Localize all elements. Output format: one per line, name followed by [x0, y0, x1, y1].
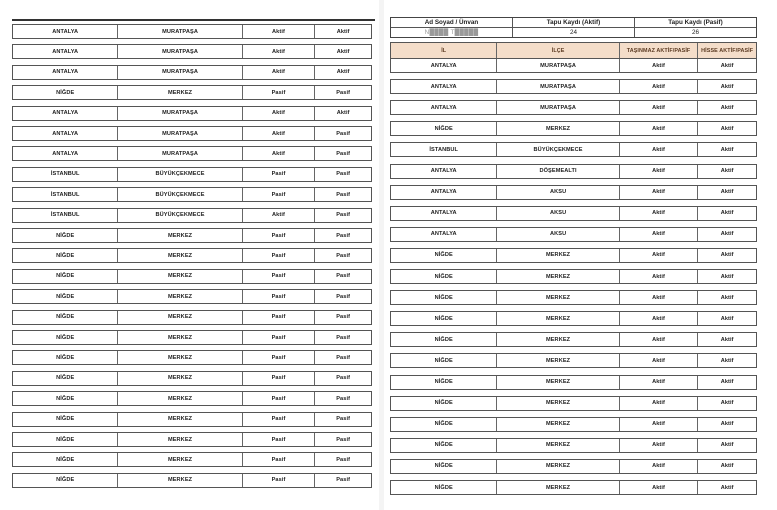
cell-ilce: MERKEZ — [118, 413, 242, 426]
table-row — [12, 146, 372, 161]
cell-il: NİĞDE — [391, 291, 497, 304]
table-row — [12, 473, 372, 488]
table-row — [390, 227, 757, 242]
cell-tasinmaz-status: Aktif — [620, 143, 699, 156]
table-row — [390, 100, 757, 115]
cell-ilce: BÜYÜKÇEKMECE — [118, 168, 242, 181]
cell-hisse-status: Aktif — [720, 189, 734, 196]
cell-tasinmaz-status: Aktif — [620, 101, 699, 114]
cell-hisse-status: Pasif — [336, 89, 351, 96]
cell-hisse-status: Pasif — [336, 395, 351, 402]
cell-ilce: MURATPAŞA — [118, 25, 242, 38]
cell-il: NİĞDE — [13, 331, 118, 344]
cell-il: NİĞDE — [391, 312, 497, 325]
cell-tasinmaz-status: Pasif — [243, 474, 316, 487]
cell-ilce: MERKEZ — [497, 439, 619, 452]
table-row — [12, 85, 372, 100]
cell-il: NİĞDE — [391, 397, 497, 410]
cell-hisse-status: Aktif — [336, 28, 350, 35]
table-row — [390, 269, 757, 284]
cell-hisse-status: Aktif — [720, 168, 734, 174]
cell-tasinmaz-status: Aktif — [620, 354, 699, 367]
cell-il: ANTALYA — [391, 59, 497, 72]
cell-hisse-status: Aktif — [720, 421, 734, 428]
table-row — [390, 438, 757, 453]
cell-tasinmaz-status: Aktif — [243, 209, 316, 222]
table-row — [12, 24, 372, 39]
cell-il: İSTANBUL — [13, 209, 118, 222]
cell-il: ANTALYA — [13, 127, 118, 140]
table-row — [390, 311, 757, 326]
cell-il: NİĞDE — [13, 413, 118, 426]
cell-ilce: MERKEZ — [497, 270, 619, 283]
cell-il: ANTALYA — [391, 186, 497, 199]
cell-ilce: MERKEZ — [118, 331, 242, 344]
cell-ilce: MURATPAŞA — [118, 45, 242, 58]
cell-tasinmaz-status: Aktif — [243, 127, 316, 140]
cell-ilce: MURATPAŞA — [118, 107, 242, 120]
summary-header-passive: Tapu Kaydı (Pasif) — [668, 19, 723, 26]
cell-ilce: MERKEZ — [118, 392, 242, 405]
cell-hisse-status: Aktif — [720, 336, 734, 343]
cell-hisse-status: Aktif — [720, 273, 734, 280]
cell-hisse-status: Aktif — [720, 315, 734, 322]
cell-il: ANTALYA — [13, 107, 118, 120]
table-row — [12, 248, 372, 263]
cell-hisse-status: Aktif — [720, 210, 734, 217]
cell-ilce: MERKEZ — [497, 354, 619, 367]
cell-ilce: BÜYÜKÇEKMECE — [497, 143, 619, 156]
cell-ilce: MERKEZ — [497, 291, 619, 304]
cell-tasinmaz-status: Aktif — [620, 460, 699, 473]
cell-hisse-status: Pasif — [336, 436, 351, 443]
header-hisse: HİSSE AKTİF/PASİF — [701, 47, 754, 54]
table-row — [12, 167, 372, 182]
cell-hisse-status: Aktif — [720, 400, 734, 407]
summary-header-row — [391, 18, 756, 27]
cell-tasinmaz-status: Pasif — [243, 188, 316, 201]
header-ilce: İLÇE — [497, 43, 619, 58]
cell-tasinmaz-status: Aktif — [243, 66, 316, 79]
cell-ilce: MURATPAŞA — [118, 147, 242, 160]
cell-ilce: MERKEZ — [497, 122, 619, 135]
cell-tasinmaz-status: Aktif — [620, 165, 699, 178]
cell-ilce: MERKEZ — [497, 312, 619, 325]
table-row — [390, 290, 757, 305]
summary-owner-name: N████ T█████ — [391, 28, 513, 37]
cell-il: NİĞDE — [13, 351, 118, 364]
table-row — [12, 289, 372, 304]
cell-tasinmaz-status: Aktif — [620, 439, 699, 452]
cell-il: NİĞDE — [13, 249, 118, 262]
cell-hisse-status: Pasif — [336, 252, 351, 259]
cell-ilce: MURATPAŞA — [497, 80, 619, 93]
table-row — [12, 187, 372, 202]
header-il: İL — [391, 43, 497, 58]
table-row — [12, 412, 372, 427]
cell-hisse-status: Aktif — [336, 110, 350, 117]
table-row — [12, 44, 372, 59]
cell-il: NİĞDE — [13, 86, 118, 99]
table-row — [390, 185, 757, 200]
cell-ilce: AKSU — [497, 228, 619, 241]
cell-tasinmaz-status: Aktif — [243, 25, 316, 38]
table-row — [390, 142, 757, 157]
cell-tasinmaz-status: Aktif — [620, 481, 699, 494]
cell-hisse-status: Aktif — [720, 104, 734, 111]
table-header-row — [390, 42, 757, 59]
cell-hisse-status: Aktif — [720, 231, 734, 238]
cell-il: İSTANBUL — [13, 168, 118, 181]
cell-tasinmaz-status: Aktif — [620, 312, 699, 325]
cell-hisse-status: Pasif — [336, 130, 351, 137]
cell-hisse-status: Aktif — [720, 484, 734, 491]
cell-il: NİĞDE — [13, 229, 118, 242]
cell-ilce: MERKEZ — [118, 372, 242, 385]
cell-hisse-status: Pasif — [336, 212, 351, 219]
cell-il: NİĞDE — [13, 311, 118, 324]
table-row — [390, 332, 757, 347]
cell-tasinmaz-status: Aktif — [620, 122, 699, 135]
table-row — [12, 126, 372, 141]
cell-ilce: MURATPAŞA — [497, 101, 619, 114]
cell-il: NİĞDE — [391, 418, 497, 431]
cell-ilce: MERKEZ — [118, 229, 242, 242]
cell-hisse-status: Aktif — [720, 252, 734, 259]
cell-hisse-status: Pasif — [336, 456, 351, 463]
cell-il: NİĞDE — [391, 249, 497, 262]
table-row — [12, 350, 372, 365]
cell-tasinmaz-status: Pasif — [243, 311, 316, 324]
cell-il: ANTALYA — [391, 207, 497, 220]
table-row — [390, 396, 757, 411]
cell-tasinmaz-status: Aktif — [620, 291, 699, 304]
cell-tasinmaz-status: Pasif — [243, 168, 316, 181]
summary-header-name: Ad Soyad / Ünvan — [391, 18, 513, 27]
cell-ilce: MERKEZ — [497, 460, 619, 473]
cell-ilce: MERKEZ — [118, 290, 242, 303]
cell-tasinmaz-status: Aktif — [620, 376, 699, 389]
cell-tasinmaz-status: Pasif — [243, 392, 316, 405]
cell-tasinmaz-status: Pasif — [243, 433, 316, 446]
cell-tasinmaz-status: Pasif — [243, 86, 316, 99]
summary-passive-count: 26 — [691, 29, 699, 36]
cell-il: ANTALYA — [13, 45, 118, 58]
table-row — [390, 79, 757, 94]
cell-tasinmaz-status: Aktif — [243, 107, 316, 120]
cell-ilce: MURATPAŞA — [118, 66, 242, 79]
cell-tasinmaz-status: Pasif — [243, 372, 316, 385]
cell-hisse-status: Pasif — [336, 416, 351, 423]
cell-ilce: AKSU — [497, 207, 619, 220]
cell-ilce: MERKEZ — [118, 270, 242, 283]
cell-il: NİĞDE — [13, 392, 118, 405]
cell-tasinmaz-status: Aktif — [620, 397, 699, 410]
cell-hisse-status: Pasif — [336, 314, 351, 321]
cell-ilce: MERKEZ — [497, 481, 619, 494]
cell-il: NİĞDE — [391, 270, 497, 283]
cell-il: ANTALYA — [391, 80, 497, 93]
cell-il: NİĞDE — [13, 474, 118, 487]
cell-il: ANTALYA — [391, 165, 497, 178]
cell-ilce: DÖŞEMEALTI — [497, 165, 619, 178]
cell-tasinmaz-status: Pasif — [243, 413, 316, 426]
cell-hisse-status: Aktif — [720, 62, 734, 69]
left-page — [0, 0, 380, 510]
right-page — [384, 0, 777, 510]
cell-hisse-status: Pasif — [336, 477, 351, 484]
cell-hisse-status: Pasif — [336, 334, 351, 341]
top-rule — [12, 19, 375, 21]
cell-ilce: MERKEZ — [118, 351, 242, 364]
cell-tasinmaz-status: Aktif — [243, 45, 316, 58]
cell-ilce: MERKEZ — [118, 453, 242, 466]
table-row — [390, 353, 757, 368]
cell-hisse-status: Pasif — [336, 232, 351, 239]
table-row — [390, 480, 757, 495]
cell-tasinmaz-status: Pasif — [243, 331, 316, 344]
cell-ilce: BÜYÜKÇEKMECE — [118, 209, 242, 222]
cell-hisse-status: Pasif — [336, 150, 351, 157]
cell-il: İSTANBUL — [13, 188, 118, 201]
cell-il: NİĞDE — [391, 460, 497, 473]
cell-tasinmaz-status: Aktif — [620, 186, 699, 199]
table-row — [12, 208, 372, 223]
cell-hisse-status: Aktif — [720, 125, 734, 132]
cell-il: ANTALYA — [13, 147, 118, 160]
cell-tasinmaz-status: Aktif — [620, 270, 699, 283]
cell-il: NİĞDE — [13, 270, 118, 283]
owner-summary-table — [390, 17, 757, 38]
summary-value-row — [391, 27, 756, 37]
header-tasinmaz: TAŞINMAZ AKTİF/PASİF — [620, 43, 699, 58]
cell-hisse-status: Aktif — [720, 294, 734, 301]
cell-il: ANTALYA — [391, 228, 497, 241]
cell-hisse-status: Aktif — [720, 442, 734, 449]
cell-ilce: MURATPAŞA — [497, 59, 619, 72]
table-row — [12, 228, 372, 243]
table-row — [390, 58, 757, 73]
cell-il: ANTALYA — [13, 66, 118, 79]
cell-ilce: BÜYÜKÇEKMECE — [118, 188, 242, 201]
cell-il: NİĞDE — [391, 122, 497, 135]
cell-hisse-status: Pasif — [336, 354, 351, 361]
cell-ilce: MERKEZ — [497, 333, 619, 346]
cell-ilce: MERKEZ — [497, 376, 619, 389]
cell-hisse-status: Pasif — [336, 273, 351, 280]
cell-hisse-status: Aktif — [720, 146, 734, 153]
cell-tasinmaz-status: Aktif — [620, 418, 699, 431]
cell-tasinmaz-status: Pasif — [243, 229, 316, 242]
cell-il: ANTALYA — [13, 25, 118, 38]
cell-il: NİĞDE — [391, 439, 497, 452]
cell-ilce: MERKEZ — [497, 397, 619, 410]
table-row — [390, 206, 757, 221]
cell-hisse-status: Aktif — [720, 379, 734, 385]
cell-tasinmaz-status: Pasif — [243, 270, 316, 283]
cell-ilce: MERKEZ — [497, 418, 619, 431]
cell-tasinmaz-status: Pasif — [243, 453, 316, 466]
table-row — [12, 310, 372, 325]
cell-il: NİĞDE — [13, 433, 118, 446]
table-row — [12, 106, 372, 121]
cell-tasinmaz-status: Aktif — [620, 228, 699, 241]
table-row — [12, 330, 372, 345]
cell-il: ANTALYA — [391, 101, 497, 114]
cell-hisse-status: Pasif — [336, 375, 351, 382]
cell-il: NİĞDE — [13, 290, 118, 303]
cell-ilce: MERKEZ — [118, 474, 242, 487]
table-row — [390, 164, 757, 179]
cell-ilce: MERKEZ — [118, 249, 242, 262]
summary-header-active: Tapu Kaydı (Aktif) — [513, 18, 635, 27]
cell-il: NİĞDE — [391, 354, 497, 367]
cell-hisse-status: Pasif — [336, 293, 351, 300]
cell-ilce: MURATPAŞA — [118, 127, 242, 140]
cell-il: NİĞDE — [391, 333, 497, 346]
table-row — [390, 121, 757, 136]
cell-tasinmaz-status: Pasif — [243, 290, 316, 303]
cell-tasinmaz-status: Aktif — [620, 249, 699, 262]
cell-il: NİĞDE — [391, 376, 497, 389]
cell-tasinmaz-status: Pasif — [243, 351, 316, 364]
cell-hisse-status: Aktif — [336, 69, 350, 76]
cell-ilce: MERKEZ — [118, 433, 242, 446]
cell-hisse-status: Pasif — [336, 171, 351, 178]
cell-tasinmaz-status: Aktif — [243, 147, 316, 160]
cell-hisse-status: Pasif — [336, 191, 351, 198]
cell-tasinmaz-status: Aktif — [620, 333, 699, 346]
table-row — [12, 452, 372, 467]
cell-il: NİĞDE — [13, 453, 118, 466]
cell-ilce: AKSU — [497, 186, 619, 199]
cell-ilce: MERKEZ — [118, 86, 242, 99]
cell-ilce: MERKEZ — [118, 311, 242, 324]
table-row — [12, 391, 372, 406]
cell-il: NİĞDE — [391, 481, 497, 494]
summary-active-count: 24 — [513, 28, 635, 37]
cell-tasinmaz-status: Pasif — [243, 249, 316, 262]
cell-hisse-status: Aktif — [720, 357, 734, 364]
cell-tasinmaz-status: Aktif — [620, 59, 699, 72]
table-row — [390, 459, 757, 474]
cell-tasinmaz-status: Aktif — [620, 207, 699, 220]
cell-il: İSTANBUL — [391, 143, 497, 156]
cell-hisse-status: Aktif — [720, 83, 734, 90]
cell-il: NİĞDE — [13, 372, 118, 385]
table-row — [390, 375, 757, 390]
table-row — [12, 371, 372, 386]
table-row — [390, 417, 757, 432]
table-row — [390, 248, 757, 263]
cell-tasinmaz-status: Aktif — [620, 80, 699, 93]
cell-ilce: MERKEZ — [497, 249, 619, 262]
cell-hisse-status: Aktif — [720, 463, 734, 470]
cell-hisse-status: Aktif — [336, 48, 350, 55]
table-row — [12, 432, 372, 447]
table-row — [12, 65, 372, 80]
table-row — [12, 269, 372, 284]
